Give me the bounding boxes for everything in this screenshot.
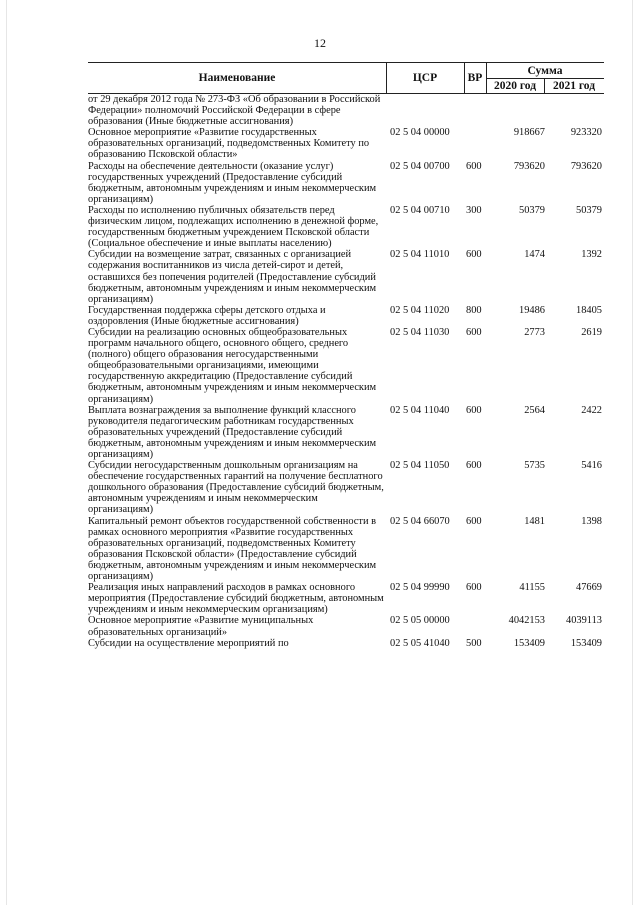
- row-value-2020: 2564: [524, 404, 545, 416]
- row-csr: 02 5 04 11030: [390, 326, 450, 338]
- table-row: [88, 405, 604, 460]
- row-vr: 500: [466, 637, 482, 649]
- row-value-2020: 1474: [524, 249, 545, 261]
- table-row: [88, 127, 604, 160]
- row-vr: 600: [466, 460, 482, 472]
- row-csr: 02 5 04 00700: [390, 160, 450, 172]
- row-name: Субсидии на реализацию основных общеобразовательных программ начального общего, основного общего, среднего (полного) общего образования негосударственными общеобразовательными организациями, имеющими государственную аккредитацию (Предоставление субсидий бюджетным, автономным учреждениям и иным некоммерческим организациям): [88, 326, 377, 405]
- row-vr: 800: [466, 304, 482, 316]
- row-vr: 600: [466, 582, 482, 594]
- row-value-2020: 41155: [519, 582, 545, 594]
- table-row: [88, 161, 604, 205]
- table-row: [88, 305, 604, 327]
- row-value-2020: 50379: [519, 204, 545, 216]
- table-row: [88, 94, 604, 127]
- table-row: [88, 460, 604, 515]
- table-row: [88, 638, 604, 649]
- row-vr: 600: [466, 404, 482, 416]
- row-name: Капитальный ремонт объектов государственной собственности в рамках основного мероприятия «Развитие государственных образовательных организаций, подведомственных Комитету образования Псковской области» (Предоставление субсидий бюджетным, автономным учреждениям и иным некоммерческим организациям): [88, 515, 377, 583]
- row-value-2020: 793620: [513, 160, 545, 172]
- row-vr: 600: [466, 515, 482, 527]
- row-vr: 600: [466, 249, 482, 261]
- row-value-2020: 1481: [524, 515, 545, 527]
- page-edge-right: [632, 0, 633, 905]
- row-value-2020: 19486: [519, 304, 545, 316]
- table-row: [88, 582, 604, 615]
- row-value-2021: 47669: [576, 582, 602, 594]
- row-name: Государственная поддержка сферы детского отдыха и оздоровления (Иные бюджетные ассигнования): [88, 304, 326, 327]
- row-name: Основное мероприятие «Развитие государственных образовательных организаций, подведомственных Комитету по образованию Псковской области»: [88, 127, 370, 161]
- header-vr: ВР: [467, 72, 483, 84]
- row-csr: 02 5 04 00000: [390, 127, 450, 139]
- row-name: Субсидии на осуществление мероприятий по: [88, 637, 289, 649]
- table-header: [88, 62, 604, 94]
- row-value-2020: 5735: [524, 460, 545, 472]
- row-value-2021: 1398: [581, 515, 602, 527]
- row-csr: 02 5 05 00000: [390, 615, 450, 627]
- row-value-2021: 793620: [570, 160, 602, 172]
- row-csr: 02 5 04 11040: [390, 404, 450, 416]
- row-csr: 02 5 05 41040: [390, 637, 450, 649]
- row-csr: 02 5 04 66070: [390, 515, 450, 527]
- row-name: Выплата вознаграждения за выполнение функций классного руководителя педагогическим работникам государственных образовательных учреждений (Предоставление субсидий бюджетным, автономным учреждениям и иным некоммерческим организациям): [88, 404, 377, 460]
- row-vr: 300: [466, 204, 482, 216]
- page-edge-left: [6, 0, 7, 905]
- row-value-2021: 50379: [576, 204, 602, 216]
- row-csr: 02 5 04 99990: [390, 582, 450, 594]
- row-value-2021: 1392: [581, 249, 602, 261]
- table-row: [88, 615, 604, 637]
- row-csr: 02 5 04 11010: [390, 249, 450, 261]
- row-value-2020: 2773: [524, 326, 545, 338]
- row-value-2021: 923320: [570, 127, 602, 139]
- table-row: [88, 327, 604, 405]
- header-year-2021: 2021 год: [552, 79, 596, 92]
- row-value-2020: 153409: [513, 637, 545, 649]
- header-csr: ЦСР: [412, 72, 438, 84]
- row-name: Субсидии на возмещение затрат, связанных с организацией содержания воспитанников из числа детей-сирот и детей, оставшихся без попечения родителей (Предоставление субсидий бюджетным, автономным учреждениям и иным некоммерческим организациям): [88, 249, 377, 305]
- row-csr: 02 5 04 00710: [390, 204, 450, 216]
- row-vr: 600: [466, 160, 482, 172]
- table-row: [88, 205, 604, 249]
- row-name: Основное мероприятие «Развитие муниципальных образовательных организаций»: [88, 615, 314, 638]
- row-value-2021: 2422: [581, 404, 602, 416]
- row-vr: 600: [466, 326, 482, 338]
- table-row: [88, 249, 604, 304]
- row-value-2020: 4042153: [508, 615, 545, 627]
- header-name: Наименование: [198, 72, 276, 84]
- row-value-2021: 2619: [581, 326, 602, 338]
- row-csr: 02 5 04 11020: [390, 304, 450, 316]
- budget-table: [88, 62, 604, 649]
- header-sum: Сумма: [527, 64, 563, 77]
- row-name: Расходы на обеспечение деятельности (оказание услуг) государственных учреждений (Предоставление субсидий бюджетным, автономным учреждениям и иным некоммерческим организациям): [88, 160, 377, 205]
- row-name: Реализация иных направлений расходов в рамках основного мероприятия (Предоставление субсидий бюджетным, автономным учреждениям и иным некоммерческим организациям): [88, 582, 384, 616]
- row-name: Расходы по исполнению публичных обязательств перед физическим лицом, подлежащих исполнению в денежной форме, государственным бюджетным учреждением Псковской области (Социальное обеспечение и иные выплаты населению): [88, 204, 379, 250]
- page-number: 12: [314, 36, 326, 50]
- header-year-2020: 2020 год: [493, 79, 537, 92]
- row-name: от 29 декабря 2012 года № 273-ФЗ «Об образовании в Российской Федерации» полномочий Российской Федерации в сфере образования (Иные бюджетные ассигнования): [88, 94, 381, 128]
- row-value-2021: 153409: [570, 637, 602, 649]
- table-row: [88, 516, 604, 583]
- row-csr: 02 5 04 11050: [390, 460, 450, 472]
- row-value-2021: 4039113: [566, 615, 602, 627]
- row-value-2021: 18405: [576, 304, 602, 316]
- row-value-2021: 5416: [581, 460, 602, 472]
- row-value-2020: 918667: [513, 127, 545, 139]
- row-name: Субсидии негосударственным дошкольным организациям на обеспечение государственных гарантий на получение бесплатного дошкольного образования (Предоставление субсидий бюджетным, автономным учреждениям и иным некоммерческим организациям): [88, 460, 384, 516]
- table-body: [88, 94, 604, 649]
